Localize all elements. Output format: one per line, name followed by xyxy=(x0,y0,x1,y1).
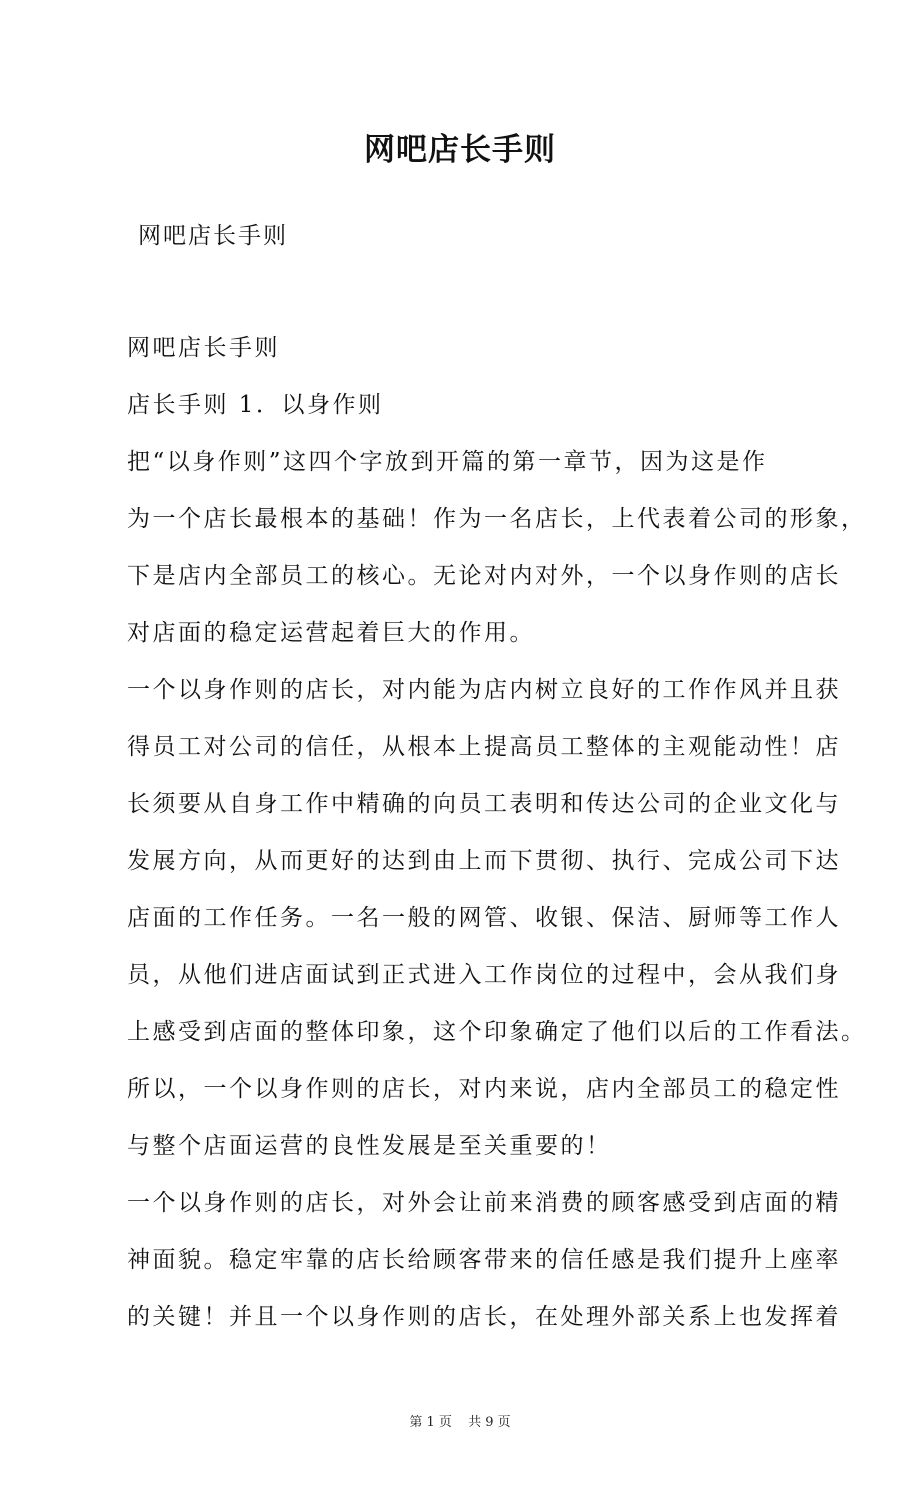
body-line: 下是店内全部员工的核心。无论对内对外，一个以身作则的店长 xyxy=(127,563,841,589)
body-line: 一个以身作则的店长，对内能为店内树立良好的工作作风并且获 xyxy=(127,677,841,703)
document-title: 网吧店长手则 xyxy=(364,132,556,168)
body-line: 与整个店面运营的良性发展是至关重要的！ xyxy=(127,1133,612,1159)
body-line: 店面的工作任务。一名一般的网管、收银、保洁、厨师等工作人 xyxy=(127,905,841,931)
body-line: 店长手则 1．以身作则 xyxy=(127,392,384,418)
body-line: 员，从他们进店面试到正式进入工作岗位的过程中，会从我们身 xyxy=(127,962,841,988)
body-line: 为一个店长最根本的基础！作为一名店长，上代表着公司的形象， xyxy=(127,506,867,532)
page-number: 第 1 页 xyxy=(409,1415,452,1430)
body-line: 长须要从自身工作中精确的向员工表明和传达公司的企业文化与 xyxy=(127,791,841,817)
body-line: 对店面的稳定运营起着巨大的作用。 xyxy=(127,620,535,646)
page-footer xyxy=(0,1414,920,1432)
document-body xyxy=(127,330,867,1356)
body-line: 神面貌。稳定牢靠的店长给顾客带来的信任感是我们提升上座率 xyxy=(127,1247,841,1273)
body-line: 把“以身作则”这四个字放到开篇的第一章节，因为这是作 xyxy=(127,449,768,475)
body-line: 上感受到店面的整体印象，这个印象确定了他们以后的工作看法。 xyxy=(127,1019,867,1045)
body-line: 网吧店长手则 xyxy=(127,335,280,361)
document-subtitle: 网吧店长手则 xyxy=(138,223,288,249)
body-line: 发展方向，从而更好的达到由上而下贯彻、执行、完成公司下达 xyxy=(127,848,841,874)
body-line: 得员工对公司的信任，从根本上提高员工整体的主观能动性！店 xyxy=(127,734,841,760)
body-line: 一个以身作则的店长，对外会让前来消费的顾客感受到店面的精 xyxy=(127,1190,841,1216)
body-line: 的关键！并且一个以身作则的店长，在处理外部关系上也发挥着 xyxy=(127,1304,841,1330)
body-line: 所以，一个以身作则的店长，对内来说，店内全部员工的稳定性 xyxy=(127,1076,841,1102)
page-total: 共 9 页 xyxy=(468,1415,511,1430)
